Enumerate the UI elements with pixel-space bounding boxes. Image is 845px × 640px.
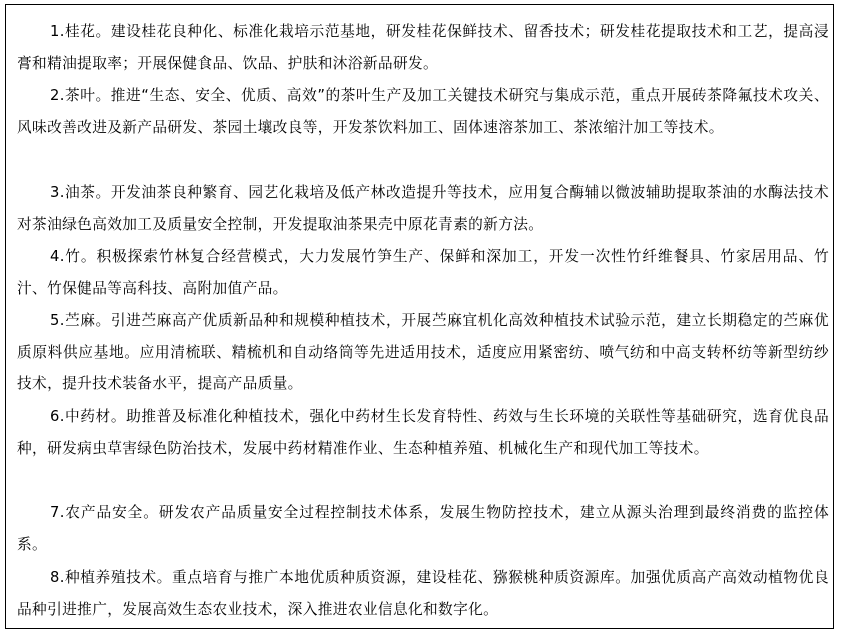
paragraph-bamboo: 4.竹。积极探索竹林复合经营模式，大力发展竹笋生产、保鲜和深加工，开发一次性竹纤维餐具、竹家居用品、竹汁、竹保健品等高科技、高附加值产品。 xyxy=(17,248,829,297)
paragraph-chinese-medicinal-herbs: 6.中药材。助推普及标准化种植技术，强化中药材生长发育特性、药效与生长环境的关联性等基础研究，选育优良品种，研发病虫草害绿色防治技术，发展中药材精准作业、生态种植养殖、机械化生产和现代加工等技术。 xyxy=(17,408,829,457)
paragraph-planting-breeding-technology: 8.种植养殖技术。重点培育与推广本地优质种质资源，建设桂花、猕猴桃种质资源库。加强优质高产高效动植物优良品种引进推广，发展高效生态农业技术，深入推进农业信息化和数字化。 xyxy=(17,569,829,618)
paragraph-osmanthus: 1.桂花。建设桂花良种化、标准化栽培示范基地，研发桂花保鲜技术、留香技术；研发桂花提取技术和工艺，提高浸膏和精油提取率；开展保健食品、饮品、护肤和沐浴新品研发。 xyxy=(17,23,829,72)
paragraph-agricultural-product-safety: 7.农产品安全。研发农产品质量安全过程控制技术体系，发展生物防控技术，建立从源头治理到最终消费的监控体系。 xyxy=(17,504,829,553)
paragraph-tea: 2.茶叶。推进“生态、安全、优质、高效”的茶叶生产及加工关键技术研究与集成示范，重点开展砖茶降氟技术攻关、风味改善改进及新产品研发、茶园土壤改良等，开发茶饮料加工、固体速溶茶加工、茶浓缩汁加工等技术。 xyxy=(17,87,829,136)
paragraph-oil-tea: 3.油茶。开发油茶良种繁育、园艺化栽培及低产林改造提升等技术，应用复合酶辅以微波辅助提取茶油的水酶法技术对茶油绿色高效加工及质量安全控制，开发提取油茶果壳中原花青素的新方法。 xyxy=(17,184,829,233)
paragraph-ramie: 5.苎麻。引进苎麻高产优质新品种和规模种植技术，开展苎麻宜机化高效种植技术试验示范，建立长期稳定的苎麻优质原料供应基地。应用清梳联、精梳机和自动络筒等先进适用技术，适度应用紧密纺、喷气纺和中高支转杯纺等新型纺纱技术，提升技术装备水平，提高产品质量。 xyxy=(17,312,829,393)
